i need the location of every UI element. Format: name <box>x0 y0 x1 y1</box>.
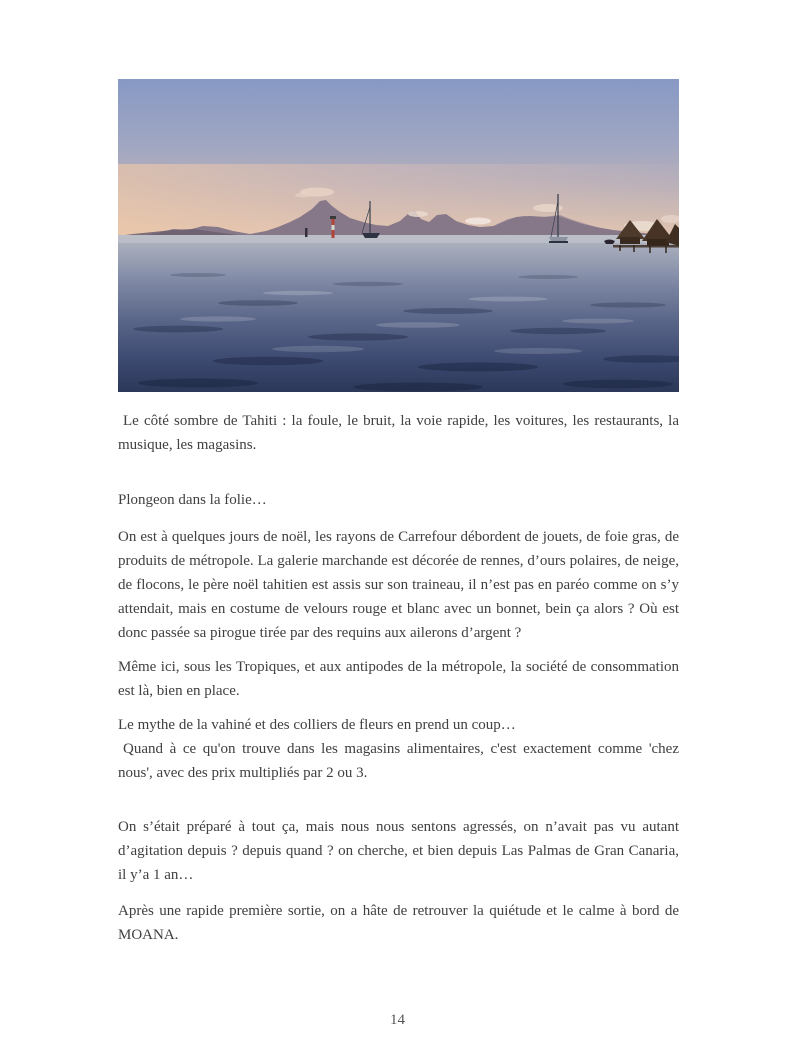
lagoon-photo-graphic <box>118 79 679 392</box>
paragraph-tropiques: Même ici, sous les Tropiques, et aux antipodes de la métropole, la société de consommation est là, bien en place. <box>118 659 679 699</box>
paragraph-apres: Après une rapide première sortie, on a hâte de retrouver la quiétude et le calme à bord de MOANA. <box>118 903 679 943</box>
paragraph-noel: On est à quelques jours de noël, les rayons de Carrefour débordent de jouets, de foie gras, de produits de métropole. La galerie marchande est décorée de rennes, d’ours polaires, de neige, de flocons, le père noël tahitien est assis sur son traineau, il n’est pas en paréo comme on s’y attendait, mais en costume de velours rouge et blanc avec un bonnet, bein ça alors ? Où est donc passée sa pirogue tirée par des requins aux ailerons d’argent ? <box>118 529 679 641</box>
page-number: 14 <box>390 1012 405 1028</box>
article-body <box>118 409 679 947</box>
paragraph-mythe: Le mythe de la vahiné et des colliers de fleurs en prend un coup… <box>118 717 516 733</box>
paragraph-prepare: On s’était préparé à tout ça, mais nous nous sentons agressés, on n’avait pas vu autant d’agitation depuis ? depuis quand ? on cherche, et bien depuis Las Palmas de Gran Canaria, il y’a 1 an… <box>118 819 679 883</box>
sea <box>118 235 679 392</box>
lagoon-photo <box>118 79 679 392</box>
horizon-band <box>118 235 679 243</box>
paragraph-plongeon: Plongeon dans la folie… <box>118 492 267 508</box>
paragraph-quand: Quand à ce qu'on trouve dans les magasins alimentaires, c'est exactement comme 'chez nous', avec des prix multipliés par 2 ou 3. <box>118 741 679 781</box>
paragraph-intro: Le côté sombre de Tahiti : la foule, le bruit, la voie rapide, les voitures, les restaurants, la musique, les magasins. <box>118 413 679 453</box>
small-buoy <box>305 228 308 237</box>
